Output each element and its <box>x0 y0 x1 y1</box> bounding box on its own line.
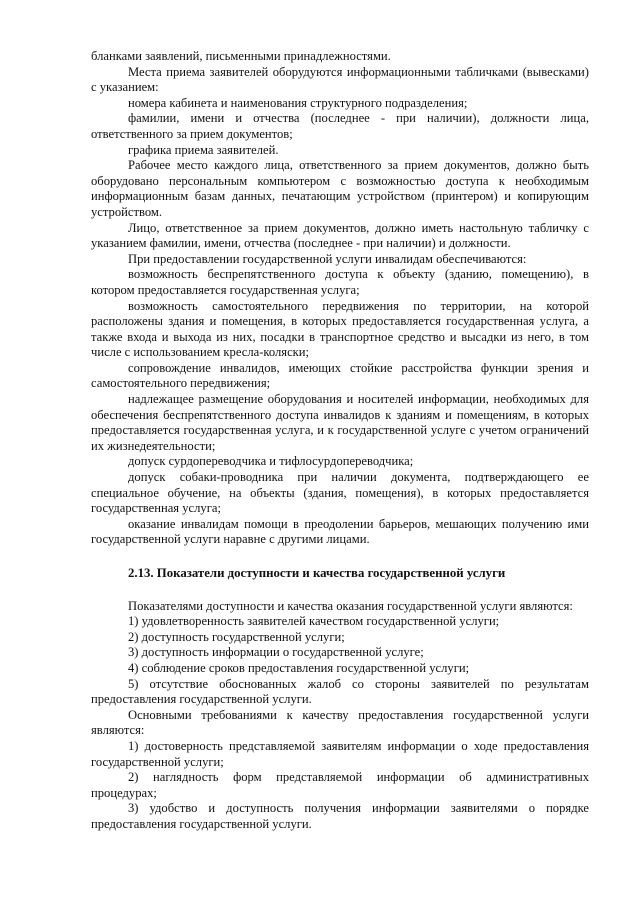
document-page <box>91 49 589 833</box>
paragraph: бланками заявлений, письменными принадлежностями. <box>91 49 391 63</box>
paragraph: надлежащее размещение оборудования и носителей информации, необходимых для обеспечения беспрепятственного доступа инвалидов к зданиям и помещениям, в которых предоставляется государственная услуга, и к государственной услуге с учетом ограничений их жизнедеятельности; <box>91 392 589 453</box>
list-item: 1) удовлетворенность заявителей качеством государственной услуги; <box>128 614 500 629</box>
paragraph: При предоставлении государственной услуги инвалидам обеспечиваются: <box>128 251 527 266</box>
paragraph: номера кабинета и наименования структурного подразделения; <box>128 95 468 110</box>
section-heading: 2.13. Показатели доступности и качества государственной услуги <box>128 566 506 580</box>
list-item: 2) доступность государственной услуги; <box>128 629 345 644</box>
paragraph: Места приема заявителей оборудуются информационными табличками (вывесками) с указанием: <box>91 64 589 95</box>
paragraph: оказание инвалидам помощи в преодолении барьеров, мешающих получению ими государственной услуги наравне с другими лицами. <box>91 516 589 547</box>
paragraph: фамилии, имени и отчества (последнее - при наличии), должности лица, ответственного за прием документов; <box>91 111 589 141</box>
paragraph: Показателями доступности и качества оказания государственной услуги являются: <box>128 598 573 613</box>
paragraph: Лицо, ответственное за прием документов, должно иметь настольную табличку с указанием фамилии, имени, отчества (последнее - при наличии) и должности. <box>91 220 589 251</box>
paragraph: Рабочее место каждого лица, ответственного за прием документов, должно быть оборудовано персональным компьютером с возможностью доступа к необходимым информационным базам данных, печатающим устройством (принтером) и копирующим устройством. <box>91 158 589 219</box>
list-item: 3) доступность информации о государственной услуге; <box>128 645 424 660</box>
paragraph: графика приема заявителей. <box>128 142 279 157</box>
list-item: 1) достоверность представляемой заявителям информации о ходе предоставления государственной услуги; <box>91 738 589 769</box>
paragraph: допуск сурдопереводчика и тифлосурдопереводчика; <box>128 454 414 469</box>
paragraph: сопровождение инвалидов, имеющих стойкие расстройства функции зрения и самостоятельного передвижения; <box>91 360 589 391</box>
list-item: 3) удобство и доступность получения информации заявителями о порядке предоставления государственной услуги. <box>91 801 589 831</box>
paragraph: допуск собаки-проводника при наличии документа, подтверждающего ее специальное обучение, на объекты (здания, помещения), в которых предоставляется государственная услуга; <box>91 470 589 516</box>
paragraph: Основными требованиями к качеству предоставления государственной услуги являются: <box>91 707 589 738</box>
paragraph: возможность беспрепятственного доступа к объекту (зданию, помещению), в котором предоставляется государственная услуга; <box>91 267 589 297</box>
paragraph: возможность самостоятельного передвижения по территории, на которой расположены здания и помещения, в которых предоставляется государственная услуга, а также входа и выхода из них, посадки в транспортное средство и высадки из него, в том числе с использованием кресла-коляски; <box>91 298 589 360</box>
list-item: 2) наглядность форм представляемой информации об административных процедурах; <box>91 770 589 800</box>
section-spacer <box>91 582 589 599</box>
list-item: 5) отсутствие обоснованных жалоб со стороны заявителей по результатам предоставления государственной услуги. <box>91 676 589 707</box>
list-item: 4) соблюдение сроков предоставления государственной услуги; <box>128 660 470 675</box>
